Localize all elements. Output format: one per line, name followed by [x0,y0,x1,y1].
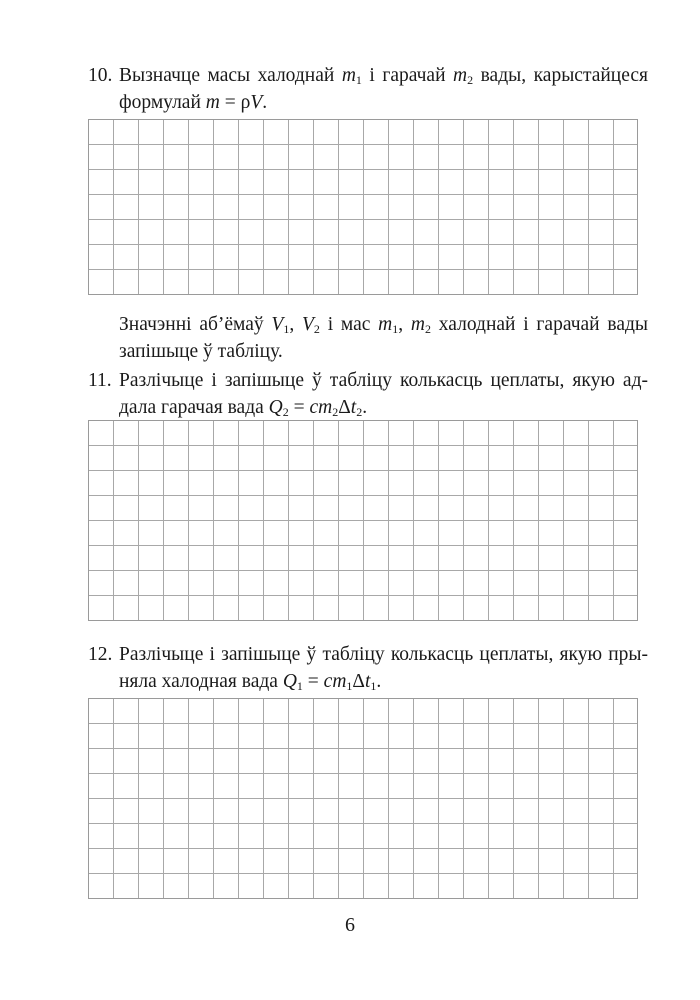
page-number: 6 [345,914,355,936]
task-text [119,62,648,116]
task-number: 12. [88,644,113,665]
task-line: Вызначце масы халоднай $m_1$ і гарачай $m_2$ вады, карыстайцеся [119,65,648,87]
task-line: няла халодная вада $Q_1 = cm_1\Delta t_1$. [119,671,382,693]
task-11 [88,367,648,421]
task-line: Разлічыце і запішыце ў табліцу колькасць цеплаты, якую ад- [119,370,648,391]
task-text [119,641,648,695]
answer-grid-11[interactable] [88,420,638,621]
task-12 [88,641,648,695]
task-line: дала гарачая вада $Q_2 = cm_2\Delta t_2$. [119,397,368,419]
answer-grid-12[interactable] [88,698,638,899]
task-line: формулай m = ρV. [119,92,268,113]
note-text [119,311,648,365]
task-10 [88,62,648,116]
task-text [119,367,648,421]
task-number: 11. [88,370,112,391]
note-line: запішыце ў табліцу. [119,341,283,362]
task-line: Разлічыце і запішыце ў табліцу колькасць цеплаты, якую пры- [119,644,648,665]
note-line: Значэнні аб’ёмаў $V_1$, $V_2$ і мас $m_1$, $m_2$ халоднай і гарачай вады [119,314,649,336]
answer-grid-10[interactable] [88,119,638,295]
task-number: 10. [88,65,113,86]
